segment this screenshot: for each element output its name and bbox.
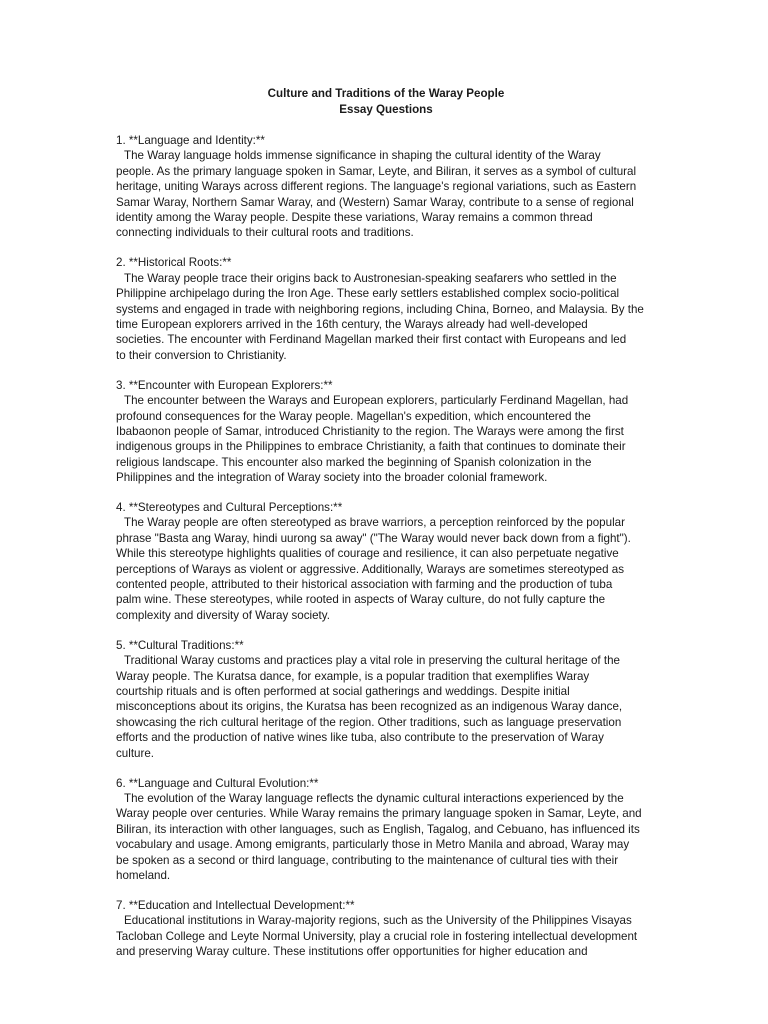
paragraph-line: The Waray people are often stereotyped as brave warriors, a perception reinforced by the popular bbox=[124, 516, 625, 530]
paragraph-line: phrase "Basta ang Waray, hindi uurong sa away" ("The Waray would never back down from a fight"). bbox=[116, 531, 631, 545]
paragraph-line: courtship rituals and is often performed at social gatherings and weddings. Despite initial bbox=[116, 685, 570, 698]
section-heading: 6. **Language and Cultural Evolution:** bbox=[116, 776, 319, 790]
paragraph-line: Philippines and the integration of Waray society into the broader colonial framework. bbox=[116, 471, 548, 485]
paragraph-line: Educational institutions in Waray-majority regions, such as the University of the Philippines Visayas bbox=[124, 914, 632, 928]
section-body bbox=[116, 148, 656, 240]
paragraph-line: The Waray language holds immense significance in shaping the cultural identity of the Waray bbox=[124, 149, 601, 163]
paragraph-line: religious landscape. This encounter also marked the beginning of Spanish colonization in the bbox=[116, 455, 592, 469]
paragraph-line: Ibabaonon people of Samar, introduced Christianity to the region. The Warays were among the first bbox=[116, 424, 624, 438]
paragraph-line: complexity and diversity of Waray society. bbox=[116, 608, 330, 622]
document-subtitle: Essay Questions bbox=[339, 102, 433, 116]
paragraph-line: indigenous groups in the Philippines to embrace Christianity, a faith that continues to dominate their bbox=[116, 440, 626, 454]
paragraph-line: palm wine. These stereotypes, while rooted in aspects of Waray culture, do not fully capture the bbox=[116, 593, 606, 607]
section-cultural-traditions bbox=[116, 638, 656, 761]
paragraph-line: Samar Waray, Northern Samar Waray, and (Western) Samar Waray, contribute to a sense of regional bbox=[116, 195, 634, 209]
section-language-identity bbox=[116, 133, 656, 241]
paragraph-line: Waray people over centuries. While Waray remains the primary language spoken in Samar, Leyte, and bbox=[116, 807, 642, 821]
title-block bbox=[116, 86, 656, 117]
section-body bbox=[116, 393, 656, 485]
paragraph-line: perceptions of Warays as violent or aggressive. Additionally, Warays are sometimes stereotyped as bbox=[116, 562, 624, 576]
section-body bbox=[116, 515, 656, 623]
section-heading: 5. **Cultural Traditions:** bbox=[116, 638, 244, 652]
paragraph-line: While this stereotype highlights qualities of courage and resilience, it can also perpetuate negative bbox=[116, 547, 619, 561]
paragraph-line: homeland. bbox=[116, 868, 171, 882]
section-language-evolution bbox=[116, 776, 656, 884]
section-european-explorers bbox=[116, 378, 656, 486]
section-historical-roots bbox=[116, 255, 656, 363]
paragraph-line: societies. The encounter with Ferdinand Magellan marked their first contact with Europeans and led bbox=[116, 333, 627, 347]
paragraph-line: Philippine archipelago during the Iron Age. These early settlers established complex socio-political bbox=[116, 287, 620, 301]
section-heading: 2. **Historical Roots:** bbox=[116, 256, 232, 270]
paragraph-line: Biliran, its interaction with other languages, such as English, Tagalog, and Cebuano, has influenced its bbox=[116, 822, 640, 836]
paragraph-line: profound consequences for the Waray people. Magellan's expedition, which encountered the bbox=[116, 409, 591, 423]
paragraph-line: efforts and the production of native wines like tuba, also contribute to the preservation of Waray bbox=[116, 731, 604, 745]
document-title: Culture and Traditions of the Waray People bbox=[267, 87, 505, 100]
section-heading: 4. **Stereotypes and Cultural Perceptions:** bbox=[116, 501, 343, 515]
section-heading: 7. **Education and Intellectual Development:** bbox=[116, 898, 355, 912]
paragraph-line: be spoken as a second or third language, contributing to the maintenance of cultural ties with their bbox=[116, 853, 619, 867]
paragraph-line: Waray people. The Kuratsa dance, for example, is a popular tradition that exemplifies Waray bbox=[116, 669, 590, 683]
paragraph-line: misconceptions about its origins, the Kuratsa has been recognized as an indigenous Waray dance, bbox=[116, 700, 623, 714]
paragraph-line: identity among the Waray people. Despite these variations, Waray remains a common thread bbox=[116, 211, 593, 225]
paragraph-line: and preserving Waray culture. These institutions offer opportunities for higher education and bbox=[116, 945, 588, 959]
section-stereotypes bbox=[116, 500, 656, 623]
paragraph-line: Traditional Waray customs and practices play a vital role in preserving the cultural heritage of the bbox=[124, 654, 620, 668]
section-heading: 1. **Language and Identity:** bbox=[116, 134, 265, 147]
paragraph-line: The encounter between the Warays and European explorers, particularly Ferdinand Magellan, had bbox=[124, 394, 629, 408]
paragraph-line: contented people, attributed to their historical association with farming and the production of tuba bbox=[116, 578, 613, 592]
section-body bbox=[116, 791, 656, 883]
section-education bbox=[116, 898, 656, 960]
paragraph-line: connecting individuals to their cultural roots and traditions. bbox=[116, 226, 414, 240]
section-body bbox=[116, 913, 656, 959]
paragraph-line: people. As the primary language spoken in Samar, Leyte, and Biliran, it serves as a symbol of cultural bbox=[116, 164, 637, 178]
section-heading: 3. **Encounter with European Explorers:** bbox=[116, 378, 333, 392]
paragraph-line: heritage, uniting Warays across different regions. The language's regional variations, such as Eastern bbox=[116, 180, 637, 194]
paragraph-line: to their conversion to Christianity. bbox=[116, 348, 287, 362]
paragraph-line: culture. bbox=[116, 746, 155, 760]
document-page bbox=[116, 86, 656, 974]
paragraph-line: vocabulary and usage. Among emigrants, particularly those in Metro Manila and abroad, Waray may bbox=[116, 838, 630, 852]
paragraph-line: The evolution of the Waray language reflects the dynamic cultural interactions experienced by the bbox=[124, 791, 624, 805]
section-body bbox=[116, 271, 656, 363]
paragraph-line: Tacloban College and Leyte Normal University, play a crucial role in fostering intellectual development bbox=[116, 929, 638, 943]
section-body bbox=[116, 653, 656, 761]
paragraph-line: time European explorers arrived in the 16th century, the Warays already had well-developed bbox=[116, 317, 588, 331]
paragraph-line: The Waray people trace their origins back to Austronesian-speaking seafarers who settled in the bbox=[124, 271, 617, 285]
paragraph-line: systems and engaged in trade with neighboring regions, including China, Borneo, and Malaysia. By the bbox=[116, 302, 644, 316]
paragraph-line: showcasing the rich cultural heritage of the region. Other traditions, such as language preservation bbox=[116, 715, 622, 729]
